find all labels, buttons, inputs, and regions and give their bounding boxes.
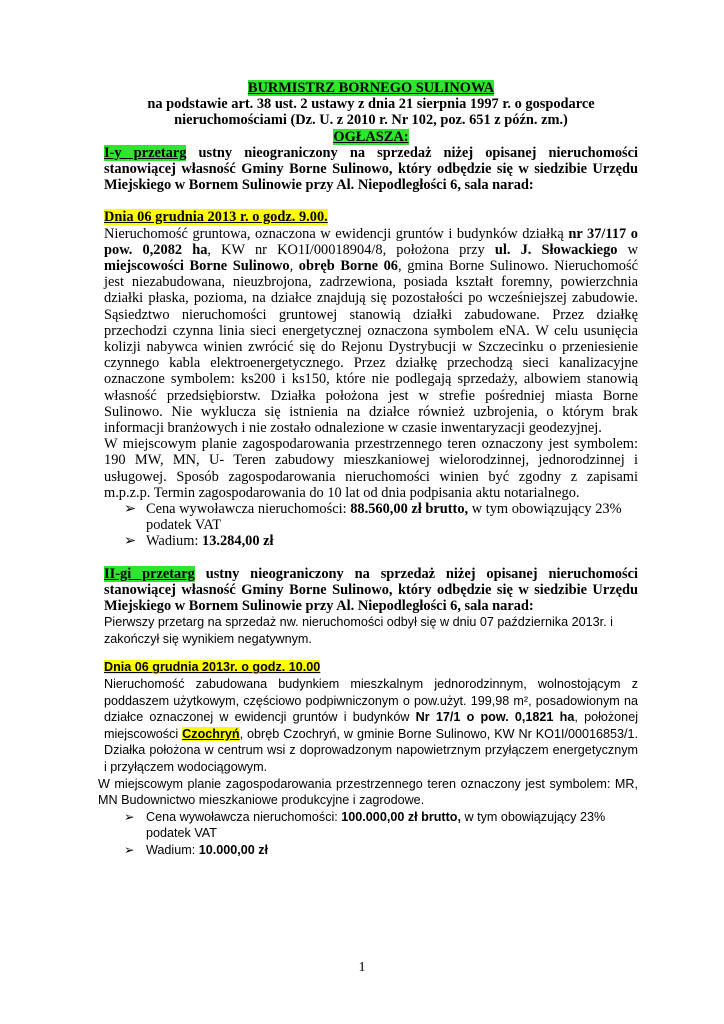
plot-number: nr 37/117 o pow. 0,2082 ha [104,225,638,258]
text-run: Nieruchomość gruntowa, oznaczona w ewidencji gruntów i budynków działką [104,225,569,242]
price-value: 100.000,00 zł brutto, [341,809,461,824]
tender1-terms [104,501,638,550]
tender2-date: Dnia 06 grudnia 2013r. o godz. 10.00 [104,660,321,675]
deposit-label: Wadium: [146,843,199,858]
tender1-intro-text: ustny nieograniczony na sprzedaż niżej opisanej nieruchomości stanowiącej własność Gminy Borne Sulinowo, który odbędzie się w siedzibie Urzędu Miejskiego w Bornem Sulinowie przy Al. Niepodległości 6, sala narad: [104,144,639,194]
tender1-description [104,226,638,437]
header-basis-line1: na podstawie art. 38 ust. 2 ustawy z dnia 21 sierpnia 1997 r. o gospodarce [147,96,595,113]
locality: Czochryń [182,726,240,741]
tender2-intro-text: ustny nieograniczony na sprzedaż niżej opisanej nieruchomości stanowiącej własność Gminy Borne Sulinowo, który odbędzie się w siedzibie Urzędu Miejskiego w Bornem Sulinowie przy Al. Niepodległości 6, sala narad: [104,565,638,615]
price-value: 88.560,00 zł brutto, [350,501,469,518]
tender2-description [104,676,638,776]
text-run: , gmina Borne Sulinowo. Nieruchomość jest niezabudowana, nieuzbrojona, zadrzewiona, posiada kształt foremny, powierzchnia działki płaska, pozioma, na działce znajdują się pozostałości po wcześniejszej zabudowie. Sąsiedztwo nieruchomości gruntowej stanowią działki zabudowane. Przez działkę przechodzi czynna linia sieci energetycznej oznaczona symbolem eNA. W celu usunięcia kolizji nabywca winien zwrócić się do Rejonu Dystrybucji w Szczecinku o przeniesienie czynnego kabla elektroenergetycznego. Przez działkę przechodzą sieci kanalizacyjne oznaczone symbolem: ks200 i ks150, które nie podlegają sprzedaży, albowiem stanowią własność przedsiębiorstw. Działka położona jest w strefie pośredniej miasta Borne Sulinowo. Nie wyklucza się istnienia na działce również uzbrojenia, o którym brak informacji branżowych i nie zostało odnalezione w czasie inwentaryzacji geodezyjnej. [104,258,638,437]
plot-number: Nr 17/1 o pow. 0,1821 ha [415,710,575,725]
bullet-arrow-icon: ➢ [124,843,135,858]
spacer [104,647,638,659]
tender2-previous: Pierwszy przetarg na sprzedaż nw. nieruchomości odbył się w dniu 07 października 2013r. i zakończył się wynikiem negatywnym. [104,615,613,646]
spacer [104,193,638,209]
price-suffix: w tym obowiązujący 23% podatek VAT [146,809,606,841]
locality: miejscowości Borne Sulinowo [104,258,290,275]
tender2-deposit-item [124,842,638,859]
tender2-zoning: W miejscowym planie zagospodarowania przestrzennego teren oznaczony jest symbolem: MR, MN Budownictwo mieszkaniowe produkcyjne i zagrodowe. [98,776,638,808]
price-label: Cena wywoławcza nieruchomości: [146,501,351,518]
tender1-label: I-y przetarg [104,144,187,161]
tender2-price-item [124,809,638,842]
tender1-date: Dnia 06 grudnia 2013 r. o godz. 9.00. [104,209,328,226]
spacer [104,550,638,566]
header-announces-wrap [104,129,638,145]
tender2-date-wrap [104,659,638,676]
tender1-price-item [124,501,638,533]
deposit-value: 10.000,00 zł [198,843,269,858]
header-authority [104,80,638,96]
authority-title: BURMISTRZ BORNEGO SULINOWA [247,80,495,96]
announces-heading: OGŁASZA: [333,128,409,145]
street-name: ul. J. Słowackiego [494,241,618,258]
tender1-zoning: W miejscowym planie zagospodarowania przestrzennego teren oznaczony jest symbolem: 190 MW, MN, U- Teren zabudowy mieszkaniowej wielorodzinnej, jednorodzinnej i usługowej. Sposób zagospodarowania nieruchomości winien być zgodny z zapisami m.p.z.p. Termin zagospodarowania do 10 lat od dnia podpisania aktu notarialnego. [104,436,638,501]
deposit-value: 13.284,00 zł [202,533,274,550]
precinct: obręb Borne 06 [298,258,399,275]
tender1-intro [104,145,638,194]
price-suffix: w tym obowiązujący 23% podatek VAT [146,501,622,534]
tender2-label: II-gi przetarg [104,565,195,582]
bullet-arrow-icon: ➢ [124,533,137,550]
bullet-arrow-icon: ➢ [124,809,135,824]
header-basis-line2: nieruchomościami (Dz. U. z 2010 r. Nr 102, poz. 651 z późn. zm.) [174,112,568,129]
text-run: , [289,258,299,275]
bullet-arrow-icon: ➢ [124,501,137,518]
text-run: , KW nr KO1I/00018904/8, położona przy [207,241,495,258]
text-run: w [617,241,638,258]
page-number: 1 [358,960,366,975]
text-run: Nieruchomość zabudowana budynkiem mieszkalnym jednorodzinnym, wolnostojącym z poddaszem użytkowym, częściowo podpiwniczonym o pow.użyt. 199,98 m², posadowionym na działce oznaczonej w ewidencji gruntów i budynków [104,677,638,725]
tender1-deposit-item [124,533,638,549]
price-label: Cena wywoławcza nieruchomości: [146,809,342,824]
deposit-label: Wadium: [146,533,202,550]
document-page [98,80,639,859]
tender2-intro [104,566,638,615]
tender2-terms [104,809,638,859]
tender1-date-wrap [104,209,638,225]
text-run: , obręb Czochryń, w gminie Borne Sulinowo, KW Nr KO1I/00016853/1. Działka położona w centrum wsi z doprowadzonym napowietrznym przyłączem energetycznym i przyłączem wodociągowym. [104,726,638,775]
text-run: , położonej miejscowości [104,710,638,741]
